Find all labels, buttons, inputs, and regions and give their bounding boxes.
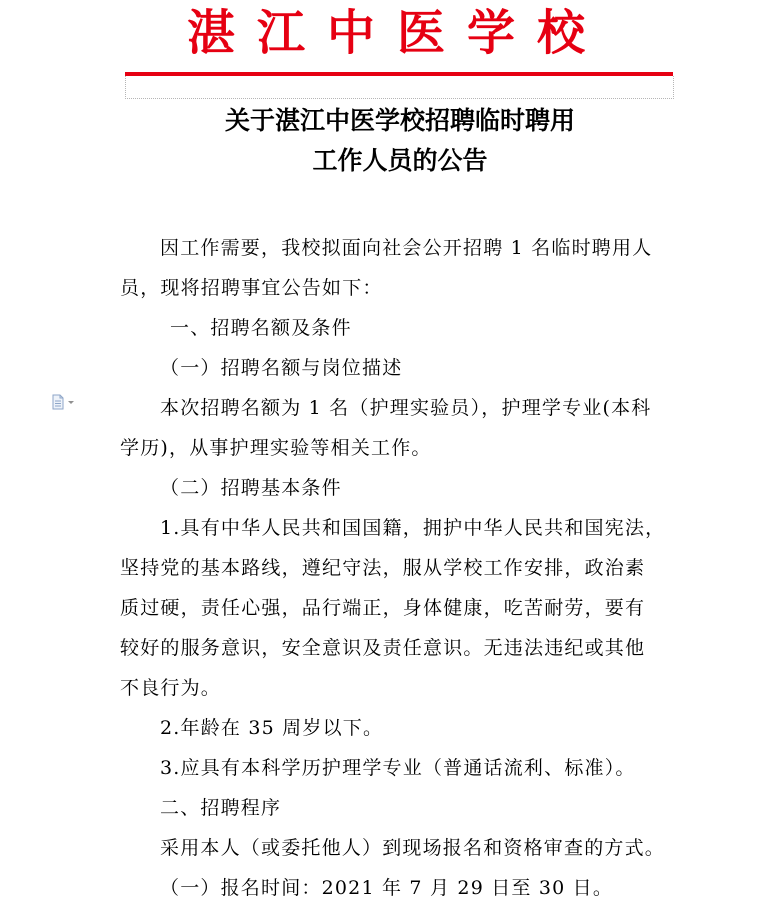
condition-1-line-5: 不良行为。 (120, 677, 222, 699)
procedure-line-1: 采用本人（或委托他人）到现场报名和资格审查的方式。 (160, 837, 666, 859)
condition-1-line-2: 坚持党的基本路线，遵纪守法，服从学校工作安排，政治素 (120, 557, 646, 579)
condition-1-line-3: 质过硬，责任心强，品行端正，身体健康，吃苦耐劳，要有 (120, 597, 646, 619)
quota-line-1: 本次招聘名额为 1 名（护理实验员），护理学专业(本科 (160, 397, 652, 419)
condition-1-line-4: 较好的服务意识，安全意识及责任意识。无违法违纪或其他 (120, 637, 646, 659)
intro-line-1: 因工作需要，我校拟面向社会公开招聘 1 名临时聘用人 (160, 237, 653, 259)
header-boundary (125, 76, 674, 99)
condition-1-line-1: 1.具有中华人民共和国国籍，拥护中华人民共和国宪法， (160, 517, 666, 539)
section-2-heading: 二、招聘程序 (160, 797, 282, 819)
quota-line-2: 学历)，从事护理实验等相关工作。 (120, 437, 432, 459)
section-1-sub-1-heading: （一）招聘名额与岗位描述 (160, 357, 403, 379)
doc-title-line-1: 关于湛江中医学校招聘临时聘用 (224, 106, 575, 135)
intro-line-2: 员，现将招聘事宜公告如下： (120, 277, 383, 299)
document-dropdown-icon[interactable] (50, 394, 80, 410)
section-1-sub-2-heading: （二）招聘基本条件 (160, 477, 342, 499)
org-name-header: 湛江中医学校 (186, 5, 607, 61)
condition-2: 2.年龄在 35 周岁以下。 (160, 717, 384, 739)
registration-time: （一）报名时间：2021 年 7 月 29 日至 30 日。 (160, 877, 614, 899)
section-1-heading: 一、招聘名额及条件 (170, 317, 352, 339)
condition-3: 3.应具有本科学历护理学专业（普通话流利、标准）。 (160, 757, 636, 779)
doc-title-line-2: 工作人员的公告 (312, 146, 488, 175)
